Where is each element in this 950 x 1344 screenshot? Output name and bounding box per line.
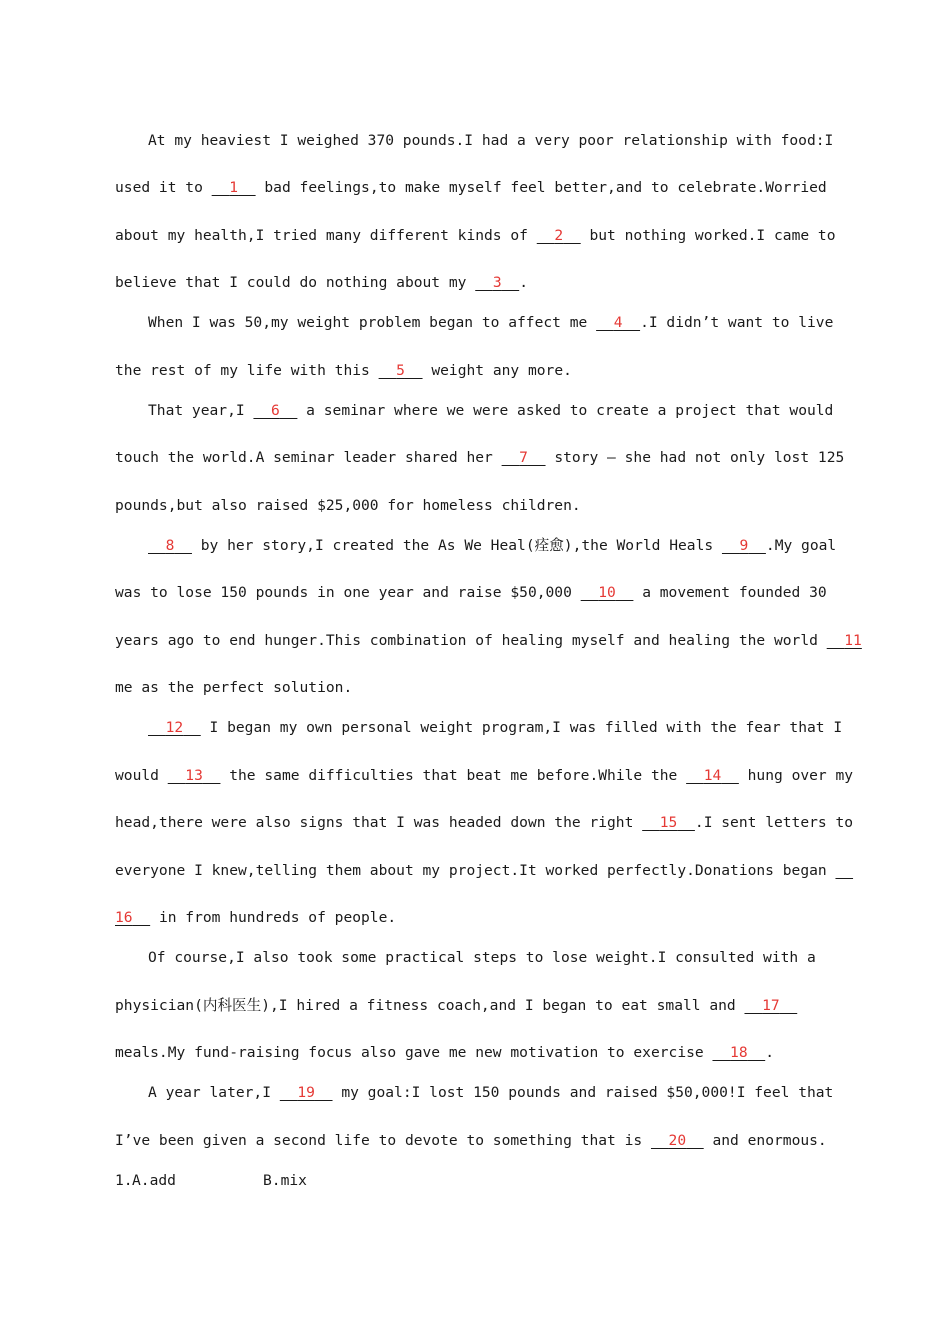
passage-text: the rest of my life with this — [115, 362, 379, 379]
answer-blank[interactable] — [835, 862, 853, 879]
blank-padding — [744, 997, 762, 1014]
passage-text: the same difficulties that beat me before.While the — [220, 767, 687, 784]
option-text: mix — [280, 1172, 307, 1189]
blank-padding — [168, 767, 186, 784]
blank-padding — [315, 1084, 333, 1101]
blank-number: 4 — [613, 314, 623, 331]
option-letter: B. — [263, 1172, 281, 1189]
blank-padding — [835, 862, 853, 879]
blank-padding — [677, 814, 695, 831]
blank-padding — [502, 449, 520, 466]
passage-text: A year later,I — [148, 1084, 280, 1101]
passage-text: . — [519, 274, 528, 291]
passage-text: about my health,I tried many different kinds of — [115, 227, 537, 244]
passage-text: a movement founded 30 — [633, 584, 827, 601]
passage-text: I’ve been given a second life to devote to something that is — [115, 1132, 651, 1149]
answer-blank[interactable] — [148, 719, 201, 736]
blank-padding — [622, 314, 640, 331]
blank-padding — [475, 274, 493, 291]
passage-line — [148, 401, 833, 421]
blank-number: 8 — [165, 537, 175, 554]
blank-number: 2 — [554, 227, 564, 244]
passage-text: used it to — [115, 179, 212, 196]
passage-text: and enormous. — [703, 1132, 827, 1149]
answer-blank[interactable] — [827, 632, 862, 649]
blank-padding — [748, 537, 766, 554]
passage-line — [115, 273, 528, 293]
passage-text: I began my own personal weight program,I was filled with the fear that I — [200, 719, 843, 736]
answer-blank[interactable] — [168, 767, 221, 784]
blank-number: 18 — [730, 1044, 748, 1061]
blank-padding — [528, 449, 546, 466]
blank-padding — [596, 314, 614, 331]
blank-padding — [183, 719, 201, 736]
blank-padding — [686, 767, 704, 784]
blank-number: 14 — [703, 767, 722, 784]
blank-padding — [686, 1132, 704, 1149]
passage-text: Of course,I also took some practical steps to lose weight.I consulted with a — [148, 949, 816, 966]
blank-number: 10 — [598, 584, 616, 601]
blank-number: 6 — [271, 402, 280, 419]
passage-text: .My goal — [765, 537, 837, 554]
passage-line — [115, 1043, 774, 1063]
passage-text: hung over my — [738, 767, 854, 784]
blank-padding — [581, 584, 599, 601]
blank-number: 5 — [396, 362, 405, 379]
option-letter: A. — [132, 1172, 150, 1189]
passage-line — [115, 1131, 827, 1151]
passage-line — [148, 718, 842, 738]
passage-line — [115, 631, 862, 651]
passage-text: story — she had not only lost 125 — [545, 449, 845, 466]
blank-number: 19 — [297, 1084, 315, 1101]
passage-text: me as the perfect solution. — [115, 679, 353, 696]
answer-blank[interactable] — [651, 1132, 704, 1149]
answer-blank[interactable] — [212, 179, 256, 196]
passage-line — [148, 131, 833, 151]
blank-padding — [537, 227, 555, 244]
blank-padding — [174, 537, 192, 554]
blank-padding — [721, 767, 739, 784]
blank-padding — [203, 767, 221, 784]
blank-number: 16 — [115, 909, 133, 926]
passage-text: by her story,I created the As We Heal(痊愈),the World Heals — [191, 537, 722, 554]
passage-text: touch the world.A seminar leader shared her — [115, 449, 502, 466]
blank-padding — [616, 584, 634, 601]
passage-line — [115, 813, 853, 833]
blank-padding — [148, 537, 166, 554]
passage-line — [115, 178, 827, 198]
passage-line — [115, 448, 844, 468]
blank-number: 7 — [519, 449, 528, 466]
passage-line — [115, 861, 853, 881]
blank-padding — [405, 362, 423, 379]
blank-padding — [280, 1084, 298, 1101]
blank-padding — [827, 632, 845, 649]
option-b[interactable] — [263, 1171, 307, 1191]
passage-text: my goal:I lost 150 pounds and raised $50,000!I feel that — [332, 1084, 834, 1101]
passage-text: years ago to end hunger.This combination of healing myself and healing the world — [115, 632, 827, 649]
passage-text: believe that I could do nothing about my — [115, 274, 476, 291]
passage-text: a seminar where we were asked to create a project that would — [297, 402, 834, 419]
passage-line — [148, 313, 833, 333]
blank-number: 17 — [762, 997, 780, 1014]
blank-padding — [148, 719, 166, 736]
passage-line — [115, 496, 581, 516]
passage-line — [115, 908, 396, 928]
passage-text: head,there were also signs that I was headed down the right — [115, 814, 643, 831]
blank-padding — [379, 362, 397, 379]
blank-number: 12 — [165, 719, 184, 736]
blank-padding — [280, 402, 298, 419]
passage-line — [115, 996, 797, 1016]
question-number: 1. — [115, 1172, 133, 1189]
blank-padding — [722, 537, 740, 554]
question-1 — [115, 1171, 307, 1191]
answer-blank[interactable] — [712, 1044, 765, 1061]
answer-blank[interactable] — [596, 314, 640, 331]
passage-text: At my heaviest I weighed 370 pounds.I had a very poor relationship with food:I — [148, 132, 834, 149]
blank-padding — [133, 909, 151, 926]
blank-padding — [212, 179, 230, 196]
option-text: add — [149, 1172, 176, 1189]
passage-text: That year,I — [148, 402, 254, 419]
passage-line — [148, 948, 816, 968]
passage-text: physician(内科医生),I hired a fitness coach,and I began to eat small and — [115, 997, 745, 1014]
passage-line — [148, 536, 836, 556]
answer-blank[interactable] — [581, 584, 634, 601]
answer-blank[interactable] — [379, 362, 423, 379]
blank-number: 1 — [229, 179, 239, 196]
blank-number: 15 — [659, 814, 678, 831]
passage-text: meals.My fund-raising focus also gave me new motivation to exercise — [115, 1044, 713, 1061]
answer-blank[interactable] — [537, 227, 581, 244]
blank-padding — [651, 1132, 669, 1149]
passage-line — [115, 583, 827, 603]
blank-padding — [563, 227, 581, 244]
passage-text: . — [765, 1044, 774, 1061]
answer-blank[interactable] — [475, 274, 519, 291]
answer-blank[interactable] — [686, 767, 739, 784]
passage-text: would — [115, 767, 168, 784]
passage-line — [115, 226, 836, 246]
passage-text: but nothing worked.I came to — [580, 227, 836, 244]
answer-blank[interactable] — [115, 909, 150, 926]
blank-number: 20 — [668, 1132, 687, 1149]
blank-padding — [748, 1044, 766, 1061]
passage-line — [115, 361, 572, 381]
answer-blank[interactable] — [642, 814, 695, 831]
answer-blank[interactable] — [253, 402, 297, 419]
passage-line — [148, 1083, 833, 1103]
answer-blank[interactable] — [502, 449, 546, 466]
blank-padding — [642, 814, 660, 831]
passage-text: bad feelings,to make myself feel better,and to celebrate.Worried — [255, 179, 827, 196]
answer-blank[interactable] — [148, 537, 192, 554]
passage-text: weight any more. — [422, 362, 572, 379]
passage-text: was to lose 150 pounds in one year and raise $50,000 — [115, 584, 581, 601]
blank-padding — [502, 274, 520, 291]
passage-text: everyone I knew,telling them about my project.It worked perfectly.Donations began — [115, 862, 836, 879]
blank-number: 13 — [185, 767, 203, 784]
blank-number: 3 — [492, 274, 502, 291]
answer-blank[interactable] — [722, 537, 766, 554]
blank-padding — [238, 179, 256, 196]
blank-padding — [712, 1044, 730, 1061]
blank-padding — [780, 997, 798, 1014]
passage-text: When I was 50,my weight problem began to affect me — [148, 314, 597, 331]
passage-text: .I didn’t want to live — [640, 314, 834, 331]
blank-number: 11 — [844, 632, 862, 649]
blank-padding — [253, 402, 271, 419]
passage-text: .I sent letters to — [694, 814, 854, 831]
passage-text: in from hundreds of people. — [150, 909, 397, 926]
passage-line — [115, 678, 352, 698]
passage-line — [115, 766, 853, 786]
option-a[interactable] — [132, 1171, 176, 1191]
answer-blank[interactable] — [280, 1084, 333, 1101]
passage-text: pounds,but also raised $25,000 for homeless children. — [115, 497, 581, 514]
answer-blank[interactable] — [744, 997, 797, 1014]
blank-number: 9 — [739, 537, 749, 554]
